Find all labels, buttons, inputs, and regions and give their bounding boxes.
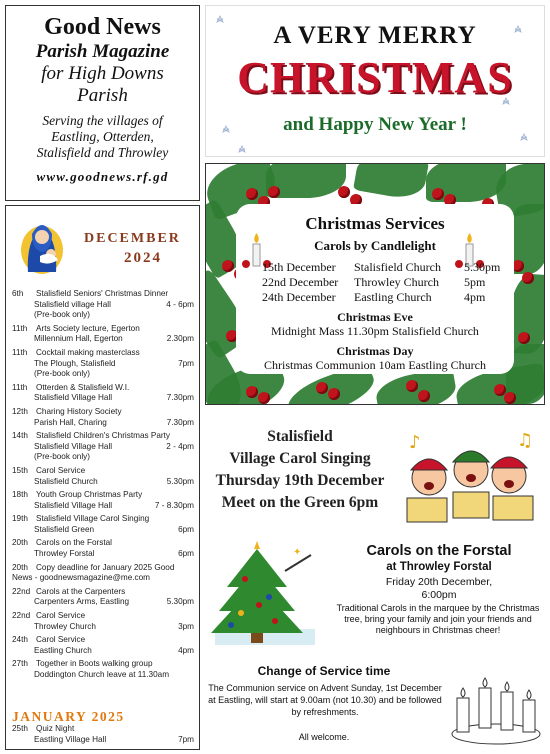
advent-candles-icon <box>449 664 543 748</box>
event-date: 22nd <box>12 586 31 596</box>
event-date: 20th <box>12 538 28 548</box>
carol-date: 24th December <box>262 290 336 304</box>
year-heading: 2024 <box>124 250 162 266</box>
eve-heading: Christmas Eve <box>337 310 413 324</box>
holly-berry <box>418 390 430 402</box>
event-title: Copy deadline for January 2025 Good <box>36 562 175 572</box>
event-date: 6th <box>12 289 24 298</box>
event-row <box>12 407 194 418</box>
serving-line: Eastling, Otterden, <box>51 129 154 144</box>
holly-berry <box>504 392 516 404</box>
greeting-line1: A VERY MERRY <box>273 22 477 49</box>
calendar-event <box>12 514 194 535</box>
event-date: 11th <box>12 347 28 357</box>
calendar-event <box>12 563 194 574</box>
carol-church: Eastling Church <box>354 290 432 304</box>
event-detail <box>12 452 194 463</box>
magazine-title: Good News <box>44 14 161 40</box>
event-venue: Stalisfield village Hall <box>34 299 111 309</box>
madonna-icon <box>18 210 66 276</box>
event-detail <box>12 646 194 657</box>
event-detail <box>12 310 194 321</box>
event-date: 20th <box>12 562 28 572</box>
calendar-event <box>12 348 194 380</box>
event-row <box>12 514 194 525</box>
event-date: 12th <box>12 406 28 416</box>
event-title: Arts Society lecture, Egerton <box>36 323 140 333</box>
event-time: 7.30pm <box>166 417 194 427</box>
forstal-title: Carols on the Forstal <box>366 543 512 559</box>
event-detail <box>12 369 194 380</box>
event-title: Stalisfield Seniors' Christmas Dinner <box>36 289 169 298</box>
events-calendar <box>5 205 200 750</box>
event-venue: The Plough, Stalisfield <box>34 358 116 368</box>
change-welcome: All welcome. <box>298 732 350 742</box>
event-time: 3pm <box>178 621 194 631</box>
carols-on-the-forstal <box>205 535 545 655</box>
month-label: DECEMBER <box>84 231 181 246</box>
event-detail <box>12 549 194 560</box>
holly-leaf <box>353 163 429 202</box>
event-venue: Stalisfield Village Hall <box>34 500 113 510</box>
day-heading: Christmas Day <box>336 344 414 358</box>
calendar-event <box>12 289 194 321</box>
month-heading <box>84 231 181 247</box>
event-detail <box>12 670 194 681</box>
holly-berry <box>432 188 444 200</box>
carol-row <box>262 260 506 275</box>
carol-singers-illustration <box>399 426 539 526</box>
event-title: Stalisfield Children's Christmas Party <box>36 431 170 441</box>
event-date: 11th <box>12 323 28 333</box>
event-title: Otterden & Stalisfield W.I. <box>36 382 130 392</box>
carol-row <box>262 290 506 305</box>
event-detail <box>12 393 194 404</box>
singing-line: Thursday 19th December <box>215 472 385 489</box>
change-of-service <box>205 658 545 750</box>
january-heading: JANUARY 2025 <box>12 709 125 724</box>
event-time: 6pm <box>178 524 194 534</box>
magazine-subtitle: Parish Magazine <box>35 41 170 62</box>
carol-church: Stalisfield Church <box>354 260 441 274</box>
singing-line: Village Carol Singing <box>229 450 371 467</box>
event-row <box>12 587 194 598</box>
serving-line: Stalisfield and Throwley <box>36 145 169 160</box>
event-detail <box>12 418 194 429</box>
event-venue: Carpenters Arms, Eastling <box>34 597 130 607</box>
event-date: 11th <box>12 382 28 392</box>
svg-text:✦: ✦ <box>293 547 302 558</box>
holly-berry <box>222 260 234 272</box>
holly-berry <box>258 392 270 404</box>
event-detail <box>12 442 194 453</box>
event-detail <box>12 334 194 345</box>
carol-row <box>262 275 506 290</box>
calendar-event <box>12 431 194 463</box>
christmas-greeting <box>205 5 545 157</box>
masthead <box>5 5 200 201</box>
svg-text:♪: ♪ <box>409 432 421 453</box>
carol-church: Throwley Church <box>354 275 439 289</box>
event-time: 4pm <box>178 645 194 655</box>
event-date: 14th <box>12 431 28 441</box>
event-row <box>12 490 194 501</box>
event-row <box>12 383 194 394</box>
holly-berry <box>328 388 340 400</box>
event-venue: Stalisfield Village Hall <box>34 441 113 451</box>
magazine-for: for High Downs <box>41 63 164 84</box>
event-title: Cocktail making masterclass <box>36 347 140 357</box>
website-link[interactable]: www.goodnews.rf.gd <box>36 169 169 184</box>
calendar-event <box>12 407 194 428</box>
event-venue: Stalisfield Church <box>34 476 98 486</box>
event-venue: Stalisfield Green <box>34 524 95 534</box>
calendar-event <box>12 490 194 511</box>
event-date: 27th <box>12 659 28 669</box>
event-row <box>12 635 194 646</box>
january-event-list <box>12 724 194 748</box>
greeting-new-year: and Happy New Year ! <box>283 114 467 135</box>
event-row <box>12 289 194 300</box>
event-venue: Throwley Forstal <box>34 549 95 559</box>
carol-date: 22nd December <box>262 275 339 289</box>
calendar-event <box>12 324 194 345</box>
event-row <box>12 659 194 670</box>
event-venue: (Pre-book only) <box>34 369 90 379</box>
holly-berry <box>338 186 350 198</box>
event-title: Carols at the Carpenters <box>36 586 126 596</box>
change-title: Change of Service time <box>257 664 391 678</box>
event-venue: (Pre-book only) <box>34 310 90 320</box>
event-row <box>12 324 194 335</box>
magazine-parish: Parish <box>77 85 128 106</box>
event-title: Together in Boots walking group <box>36 659 153 669</box>
forstal-body: Traditional Carols in the marquee by the Christmas tree, bring your family and join your friends and neighbours in Christmas cheer! <box>336 603 540 636</box>
event-venue: (Pre-book only) <box>34 452 90 462</box>
services-title: Christmas Services <box>305 214 445 233</box>
calendar-event <box>12 573 194 584</box>
carol-date: 15th December <box>262 260 336 274</box>
carols-heading: Carols by Candlelight <box>314 238 436 253</box>
event-time: 4 - 6pm <box>166 299 194 309</box>
event-time: 7pm <box>178 734 194 744</box>
holly-berry <box>268 186 280 198</box>
event-time: 2.30pm <box>166 334 194 344</box>
event-row <box>12 724 194 735</box>
event-venue: Throwley Church <box>34 621 96 631</box>
event-title: Youth Group Christmas Party <box>36 490 143 500</box>
event-venue: Eastling Village Hall <box>34 734 107 744</box>
calendar-event <box>12 466 194 487</box>
event-title: News - goodnewsmagazine@me.com <box>12 573 151 583</box>
event-venue: Doddington Church leave at 11.30am <box>34 670 170 679</box>
calendar-event <box>12 724 194 745</box>
holly-berry <box>406 380 418 392</box>
event-row <box>12 431 194 442</box>
event-detail <box>12 525 194 536</box>
forstal-date: Friday 20th December, <box>385 576 493 588</box>
holly-berry <box>246 188 258 200</box>
serving-line: Serving the villages of <box>42 113 163 128</box>
event-time: 7.30pm <box>166 393 194 403</box>
event-title: Carol Service <box>36 635 86 645</box>
event-detail <box>12 597 194 608</box>
change-body: The Communion service on Advent Sunday, 1st December at Eastling, will start at 9.00am (not 10.30) and be followed by refreshments. <box>208 683 442 717</box>
event-date: 24th <box>12 635 28 645</box>
event-venue: Eastling Church <box>34 645 92 655</box>
event-time: 7 - 8.30pm <box>154 500 194 510</box>
eve-text: Midnight Mass 11.30pm Stalisfield Church <box>271 324 479 338</box>
event-row <box>12 538 194 549</box>
event-detail <box>12 359 194 370</box>
christmas-services <box>205 163 545 405</box>
event-detail <box>12 735 194 746</box>
greeting-christmas: CHRISTMAS <box>237 53 513 102</box>
calendar-event <box>12 635 194 656</box>
event-time: 5.30pm <box>166 476 194 486</box>
carol-time: 4pm <box>464 290 486 304</box>
singing-text <box>205 426 395 514</box>
event-date: 25th <box>12 724 28 733</box>
calendar-event <box>12 611 194 632</box>
carols-list <box>262 260 506 305</box>
holly-berry <box>522 272 534 284</box>
christmas-tree-icon <box>211 541 321 649</box>
event-venue: Parish Hall, Charing <box>34 417 107 427</box>
event-title: Charing History Society <box>36 406 122 416</box>
serving-villages <box>6 113 199 161</box>
event-venue: Stalisfield Village Hall <box>34 393 113 403</box>
event-row <box>12 611 194 622</box>
forstal-time: 6:00pm <box>421 589 457 601</box>
calendar-event <box>12 659 194 680</box>
event-row <box>12 348 194 359</box>
event-time: 5.30pm <box>166 597 194 607</box>
event-title: Carol Service <box>36 611 86 621</box>
event-detail <box>12 477 194 488</box>
event-venue: Millennium Hall, Egerton <box>34 334 123 344</box>
holly-berry <box>316 382 328 394</box>
event-row <box>12 466 194 477</box>
event-date: 15th <box>12 465 28 475</box>
event-date: 19th <box>12 514 28 524</box>
event-list <box>12 289 194 684</box>
event-title: Carol Service <box>36 465 86 475</box>
carol-time: 5pm <box>464 275 486 289</box>
event-title: Quiz Night <box>36 724 75 733</box>
carol-singing <box>205 412 545 530</box>
calendar-event <box>12 538 194 559</box>
holly-berry <box>246 386 258 398</box>
event-time: 6pm <box>178 549 194 559</box>
day-text: Christmas Communion 10am Eastling Church <box>264 358 486 372</box>
carol-time: 5.30pm <box>464 260 501 274</box>
event-detail <box>12 501 194 512</box>
singing-line: Stalisfield <box>267 428 333 445</box>
svg-text:♫: ♫ <box>517 430 534 451</box>
singing-line: Meet on the Green 6pm <box>221 494 379 511</box>
calendar-event <box>12 587 194 608</box>
event-title: Stalisfield Village Carol Singing <box>36 514 150 524</box>
event-date: 22nd <box>12 611 31 621</box>
event-detail <box>12 622 194 633</box>
event-title: Carols on the Forstal <box>36 538 112 548</box>
event-detail <box>12 300 194 311</box>
event-row <box>12 573 194 584</box>
event-date: 18th <box>12 490 28 500</box>
event-time: 2 - 4pm <box>166 441 194 451</box>
calendar-event <box>12 383 194 404</box>
event-row <box>12 563 194 574</box>
forstal-subtitle: at Throwley Forstal <box>386 561 492 573</box>
event-time: 7pm <box>178 358 194 368</box>
